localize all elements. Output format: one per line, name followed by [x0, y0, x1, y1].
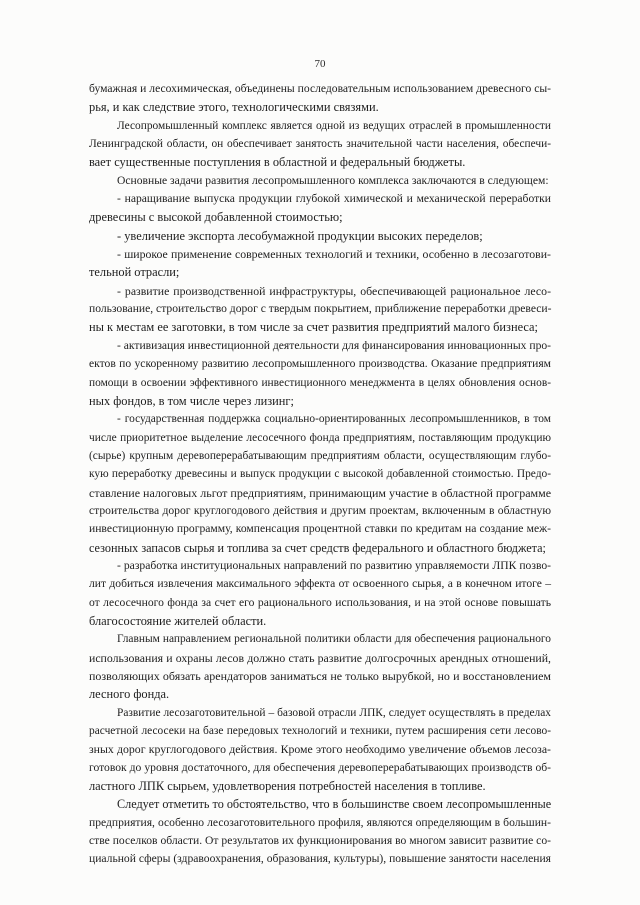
text-line: зных дорог круглогодового действия. Кроме этого необходимо увеличение объемов лесоза- — [89, 742, 551, 757]
text-line: кую переработку древесины и выпуск продукции с высокой добавленной стоимостью. Предо- — [89, 468, 551, 481]
text-line: ектов по ускоренному развитию лесопромышленного производства. Оказание предприятиям — [89, 357, 551, 371]
text-line: позволяющих обязать арендаторов заниматься не только вырубкой, но и восстановлением — [89, 669, 551, 683]
text-line: использования и охраны лесов должно стать развитие долгосрочных арендных отношений, — [89, 650, 551, 665]
text-line: тельной отрасли; — [89, 265, 180, 280]
text-line: расчетной лесосеки на базе передовых технологий и техники, путем расширения сети лесово- — [89, 725, 551, 738]
text-line: сезонных запасов сырья и топлива за счет средств федерального и областного бюджета; — [89, 540, 546, 555]
text-line: ставление налоговых льгот предприятиям, принимающим участие в областной программе — [89, 485, 552, 500]
page-number: 70 — [314, 58, 326, 70]
text-line: ластного ЛПК сырьем, удовлетворения потребностей населения в топливе. — [89, 779, 486, 794]
text-line: строительства дорог круглогодового действия и другим проектам, включенным в областную — [89, 503, 551, 517]
text-line: Ленинградской области, он обеспечивает занятость значительной части населения, обеспечи- — [89, 138, 551, 151]
body-text — [89, 80, 551, 869]
text-line: Следует отметить то обстоятельство, что в большинстве своем лесопромышленные — [117, 797, 552, 812]
text-line: ны к местам ее заготовки, в том числе за счет развития предприятий малого бизнеса; — [89, 320, 538, 335]
text-line: лесного фонда. — [89, 687, 170, 702]
text-line: древесины с высокой добавленной стоимостью; — [89, 210, 343, 225]
text-line: - наращивание выпуска продукции глубокой химической и механической переработки — [117, 192, 551, 206]
text-line: Развитие лесозаготовительной – базовой отрасли ЛПК, следует осуществлять в пределах — [117, 706, 551, 719]
text-line: - разработка институциональных направлений по развитию управляемости ЛПК позво- — [117, 558, 551, 572]
text-line: стве поселков области. От результатов их функционирования во многом зависит развитие со- — [89, 834, 551, 848]
text-line: Основные задачи развития лесопромышленного комплекса заключаются в следующем: — [117, 173, 549, 187]
text-line: - увеличение экспорта лесобумажной продукции высоких переделов; — [117, 228, 483, 243]
text-line: лит добиться извлечения максимального эффекта от освоенного сырья, а в конечном итоге – — [89, 577, 551, 591]
text-line: пользование, строительство дорог с твердым покрытием, приближение переработки древеси- — [89, 302, 552, 316]
text-line: бумажная и лесохимическая, объединены последовательным использованием древесного сы- — [89, 82, 551, 95]
text-line: (сырье) крупным деревоперерабатывающим предприятиям области, осуществляющим глубо- — [89, 449, 551, 462]
text-line: Главным направлением региональной политики области для обеспечения рационального — [117, 633, 551, 646]
text-line: от лесосечного фонда за счет его рационального использования, и на этой основе повышать — [89, 595, 551, 609]
text-line: циальной сферы (здравоохранения, образования, культуры), повышение занятости населения — [89, 852, 551, 866]
text-line: готовок до уровня достаточного, для обеспечения деревоперерабатывающих производств об- — [89, 760, 551, 774]
text-line: вает существенные поступления в областной и федеральный бюджеты. — [89, 155, 466, 170]
text-line: предприятия, особенно лесозаготовительного профиля, являются определяющим в большин- — [89, 815, 551, 829]
text-line: - государственная поддержка социально-ориентированных лесопромышленников, в том — [117, 413, 551, 426]
text-line: - широкое применение современных технологий и техники, особенно в лесозаготови- — [117, 247, 551, 262]
text-line: Лесопромышленный комплекс является одной из ведущих отраслей в промышленности — [117, 119, 551, 132]
text-line: инвестиционную программу, компенсация процентной ставки по кредитам на создание меж- — [89, 522, 551, 536]
text-line: - развитие производственной инфраструктуры, обеспечивающей рациональное лесо- — [117, 283, 551, 298]
text-line: помощи в освоении эффективного инвестиционного менеджмента в целях обновления основ- — [89, 376, 551, 389]
text-line: благосостояние жителей области. — [89, 613, 267, 628]
text-line: ных фондов, в том числе через лизинг; — [89, 393, 294, 408]
text-line: числе приоритетное выделение лесосечного фонда предприятиям, поставляющим продукцию — [89, 431, 551, 444]
text-line: рья, и как следствие этого, технологическими связями. — [89, 100, 379, 115]
text-line: - активизация инвестиционной деятельности для финансирования инновационных про- — [117, 338, 552, 352]
